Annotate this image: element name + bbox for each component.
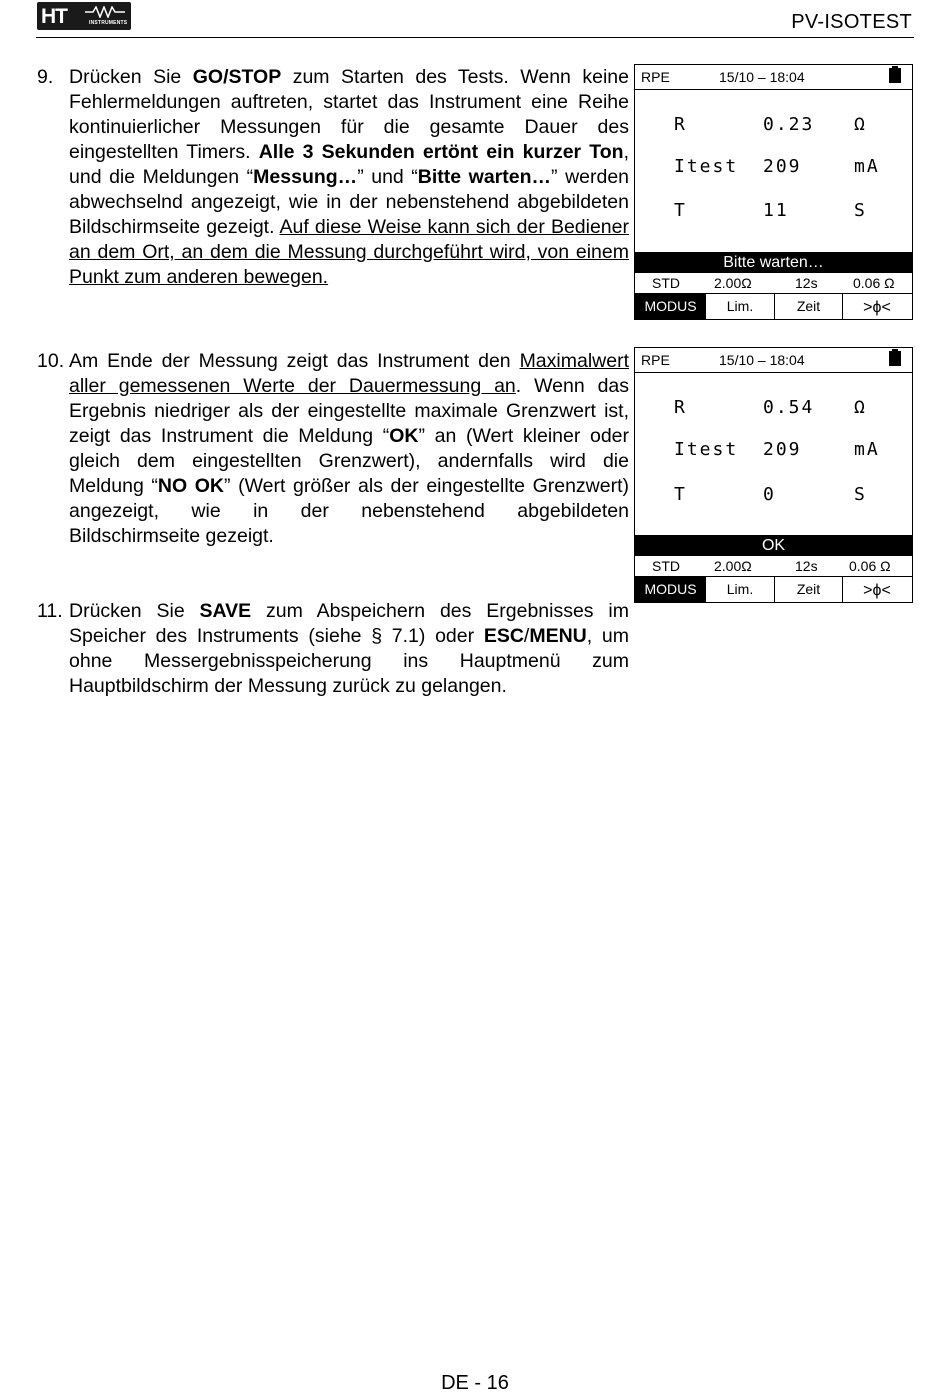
row-unit: Ω [854, 114, 867, 135]
battery-icon [889, 68, 901, 83]
row-name: R [674, 114, 687, 135]
msg-no-ok: NO OK [157, 475, 224, 497]
ht-logo [37, 2, 131, 30]
parameter-row [635, 556, 912, 577]
softkey-zero[interactable]: >ϕ< [842, 293, 911, 319]
param-std: STD [652, 275, 680, 291]
row-unit: S [854, 200, 867, 221]
row-value: 0.54 [763, 397, 815, 418]
text: zum Starten des Tests. Wenn keine Fehlermeldungen auftreten, startet das Instrument eine Reihe kontinuierlicher Messungen für die gesamte Dauer des eingestellten Timers. [69, 66, 629, 163]
param-limit: 2.00Ω [714, 558, 752, 574]
softkey-bar [635, 576, 912, 602]
text: / [523, 625, 530, 647]
step-10 [37, 349, 629, 549]
mode-label: RPE [641, 352, 670, 368]
row-unit: mA [854, 439, 880, 460]
row-value: 11 [763, 200, 789, 221]
instrument-screen-measuring [634, 64, 913, 320]
row-value: 0 [763, 484, 776, 505]
key-esc: ESC [483, 625, 524, 647]
instrument-screen-result [634, 347, 913, 603]
row-value: 209 [763, 156, 802, 177]
text: , und die Meldungen “ [69, 141, 629, 188]
screen-status-bar [635, 348, 912, 373]
row-unit: S [854, 484, 867, 505]
text: ” an (Wert kleiner oder gleich dem eingestellten Grenzwert), andernfalls wird die Meldung “ [69, 425, 629, 497]
row-name: T [674, 484, 687, 505]
key-save: SAVE [199, 600, 252, 622]
logo-subtext: INSTRUMENTS [89, 20, 128, 26]
logo-text: HT [41, 4, 67, 28]
msg-bitte-warten: Bitte warten… [417, 166, 552, 188]
row-name: Itest [674, 156, 739, 177]
step-text [69, 349, 629, 549]
param-limit: 2.00Ω [714, 275, 752, 291]
mode-label: RPE [641, 69, 670, 85]
date-time: 15/10 – 18:04 [719, 69, 805, 85]
msg-ok: OK [389, 425, 419, 447]
step-9 [37, 65, 629, 290]
parameter-row [635, 273, 912, 294]
text: zum Abspeichern des Ergebnisses im Speicher des Instruments (siehe § 7.1) oder [69, 600, 629, 647]
key-go-stop: GO/STOP [192, 66, 282, 88]
header-divider [36, 37, 914, 38]
softkey-modus[interactable]: MODUS [635, 576, 706, 602]
text: Drücken Sie [69, 600, 200, 622]
text: ” (Wert größer als der eingestellte Grenzwert) angezeigt, wie in der nebenstehend abgebildeten Bildschirmseite gezeigt. [69, 475, 629, 547]
msg-messung: Messung… [253, 166, 358, 188]
step-text [69, 65, 629, 290]
param-std: STD [652, 558, 680, 574]
status-message: OK [635, 535, 912, 556]
status-message: Bitte warten… [635, 252, 912, 273]
text: ” und “ [357, 166, 418, 188]
underlined-note: Maximalwert aller gemessenen Werte der Dauermessung an [69, 350, 629, 397]
step-number: 10. [37, 350, 65, 372]
row-value: 209 [763, 439, 802, 460]
step-11 [37, 599, 629, 699]
date-time: 15/10 – 18:04 [719, 352, 805, 368]
softkey-lim[interactable]: Lim. [726, 298, 754, 314]
softkey-lim[interactable]: Lim. [726, 581, 754, 597]
row-name: Itest [674, 439, 739, 460]
waveform-icon [85, 6, 125, 18]
softkey-zeit[interactable]: Zeit [774, 293, 842, 319]
row-name: R [674, 397, 687, 418]
text: ” werden abwechselnd angezeigt, wie in der nebenstehend abgebildeten Bildschirmseite gezeigt. [69, 166, 630, 238]
softkey-zero[interactable]: >ϕ< [842, 576, 911, 602]
key-menu: MENU [529, 625, 587, 647]
param-offset: 0.06 Ω [849, 558, 891, 574]
battery-icon [889, 351, 901, 366]
row-unit: Ω [854, 397, 867, 418]
param-time: 12s [795, 275, 818, 291]
step-number: 11. [37, 600, 63, 622]
page-number: DE - 16 [441, 1372, 509, 1394]
text: . Wenn das Ergebnis niedriger als der eingestellte maximale Grenzwert ist, zeigt das Instrument die Meldung “ [69, 375, 630, 447]
underlined-note: Auf diese Weise kann sich der Bediener an dem Ort, an dem die Messung durchgeführt wird, von einem Punkt zum anderen bewegen. [69, 216, 629, 288]
screen-status-bar [635, 65, 912, 90]
emphasis-beep: Alle 3 Sekunden ertönt ein kurzer Ton [258, 141, 624, 163]
step-text [69, 599, 629, 699]
softkey-bar [635, 293, 912, 319]
row-unit: mA [854, 156, 880, 177]
text: Drücken Sie [69, 66, 193, 88]
row-name: T [674, 200, 687, 221]
param-offset: 0.06 Ω [853, 275, 895, 291]
softkey-zeit[interactable]: Zeit [774, 576, 842, 602]
param-time: 12s [795, 558, 818, 574]
text: , um ohne Messergebnisspeicherung ins Hauptmenü zum Hauptbildschirm der Messung zurück zu gelangen. [69, 625, 629, 697]
document-title: PV-ISOTEST [791, 11, 912, 33]
row-value: 0.23 [763, 114, 815, 135]
step-number: 9. [37, 66, 54, 88]
text: Am Ende der Messung zeigt das Instrument den [69, 350, 520, 372]
softkey-modus[interactable]: MODUS [635, 293, 706, 319]
